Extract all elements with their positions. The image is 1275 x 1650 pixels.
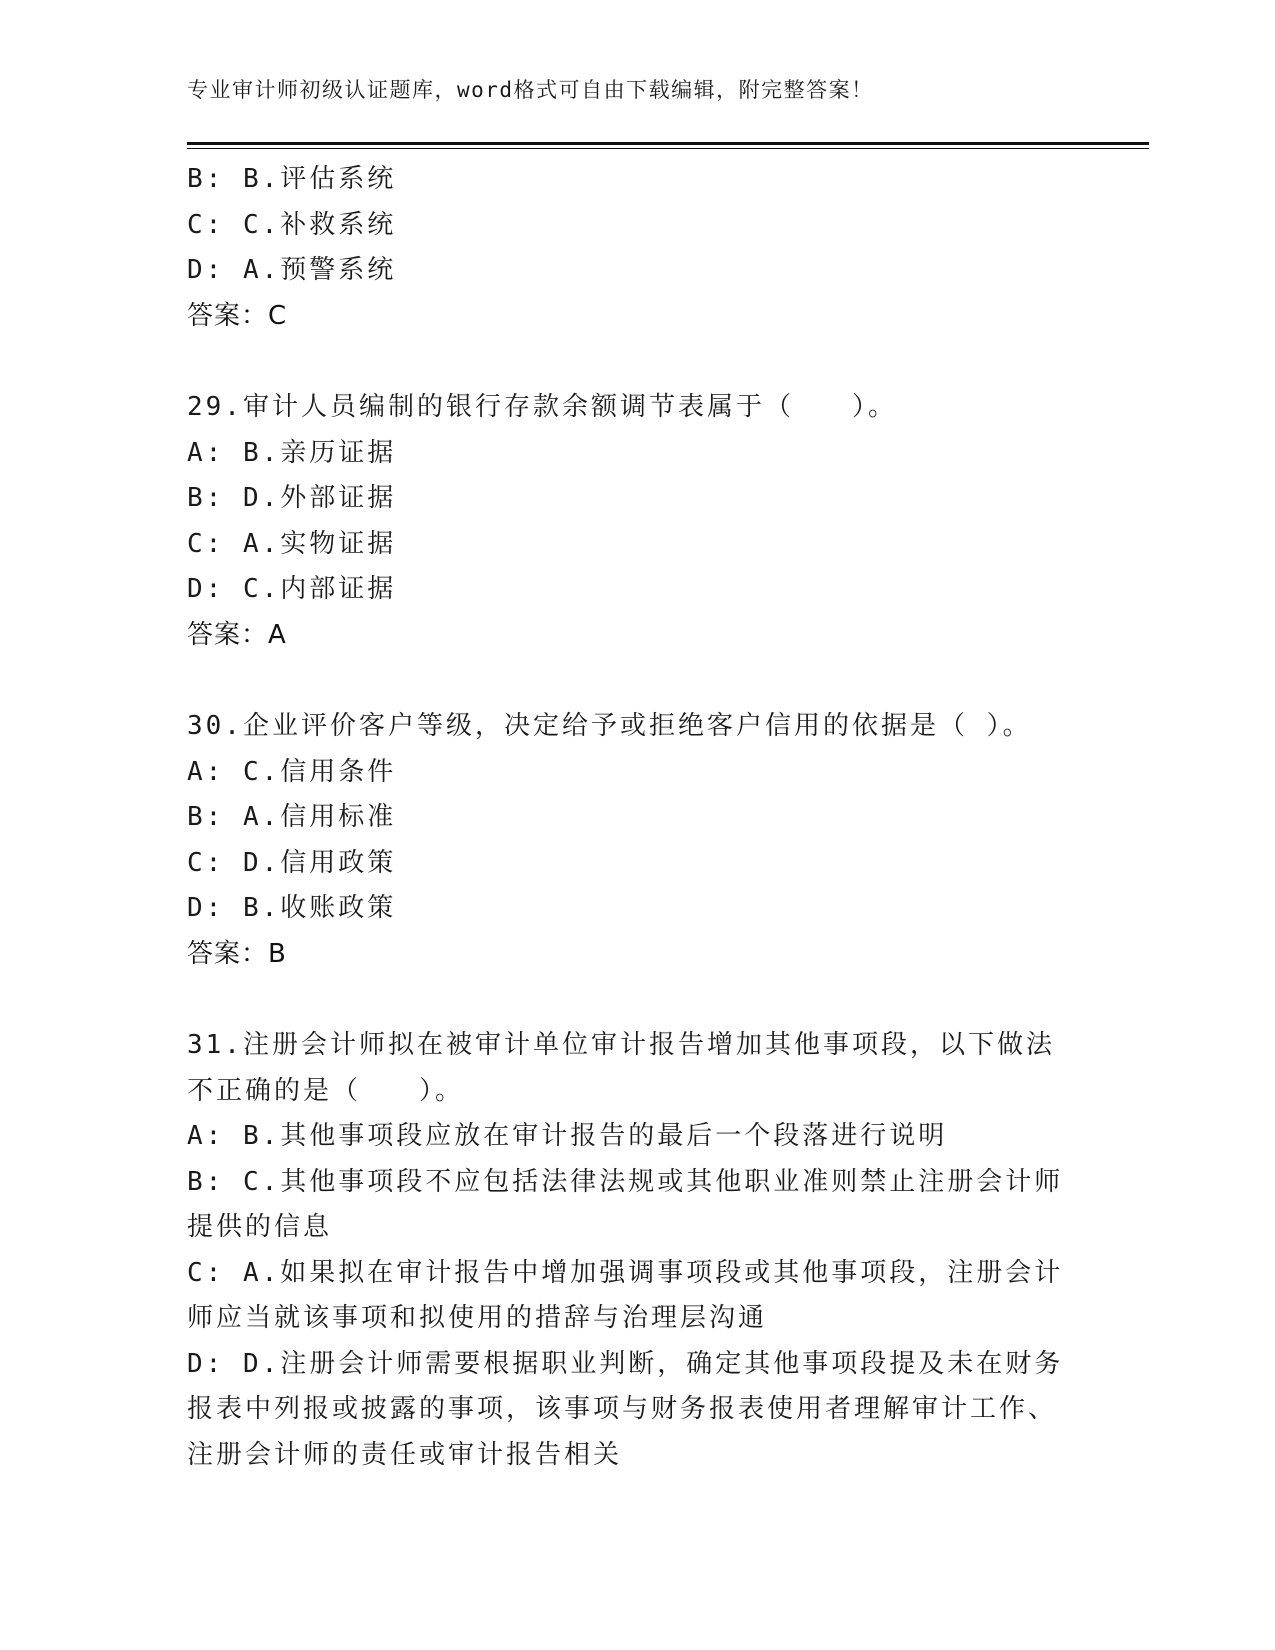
- page-header: 专业审计师初级认证题库，word格式可自由下载编辑，附完整答案！: [187, 78, 874, 102]
- question-29: [187, 385, 1077, 658]
- spacer: [187, 977, 1077, 1023]
- option-a: A: B.亲历证据: [187, 437, 397, 468]
- question-stem: 29.审计人员编制的银行存款余额调节表属于（ ）。: [187, 392, 897, 422]
- spacer: [187, 339, 1077, 385]
- option-c: C: A.如果拟在审计报告中增加强调事项段或其他事项段，注册会计师应当就该事项和拟使用的措辞与治理层沟通: [187, 1257, 1064, 1333]
- answer-line: 答案：B: [187, 938, 287, 969]
- option-d: D: C.内部证据: [187, 574, 397, 604]
- option-d: D: B.收账政策: [187, 893, 397, 923]
- option-c: C: D.信用政策: [187, 847, 397, 878]
- header-divider-thick: [187, 142, 1149, 145]
- question-stem: 31.注册会计师拟在被审计单位审计报告增加其他事项段，以下做法不正确的是（ ）。: [187, 1030, 1055, 1106]
- option-d: D: A.预警系统: [187, 255, 397, 285]
- question-31: [187, 1023, 1077, 1478]
- spacer: [187, 658, 1077, 704]
- question-30: [187, 704, 1077, 977]
- header-divider-thin: [187, 148, 1149, 149]
- option-b: B: B.评估系统: [187, 164, 397, 194]
- option-d: D: D.注册会计师需要根据职业判断，确定其他事项段提及未在财务报表中列报或披露的事项，该事项与财务报表使用者理解审计工作、注册会计师的责任或审计报告相关: [187, 1348, 1064, 1470]
- option-b: B: D.外部证据: [187, 483, 397, 513]
- option-b: B: C.其他事项段不应包括法律法规或其他职业准则禁止注册会计师提供的信息: [187, 1166, 1064, 1242]
- option-c: C: A.实物证据: [187, 528, 397, 559]
- option-c: C: C.补救系统: [187, 209, 397, 240]
- answer-line: 答案：A: [187, 619, 287, 650]
- answer-line: 答案：C: [187, 300, 288, 331]
- option-a: A: B.其他事项段应放在审计报告的最后一个段落进行说明: [187, 1121, 948, 1151]
- option-b: B: A.信用标准: [187, 802, 397, 832]
- question-stem: 30.企业评价客户等级，决定给予或拒绝客户信用的依据是（ ）。: [187, 711, 1032, 741]
- question-content: [187, 157, 1077, 1478]
- option-a: A: C.信用条件: [187, 756, 397, 787]
- question-28-continued: [187, 157, 1077, 339]
